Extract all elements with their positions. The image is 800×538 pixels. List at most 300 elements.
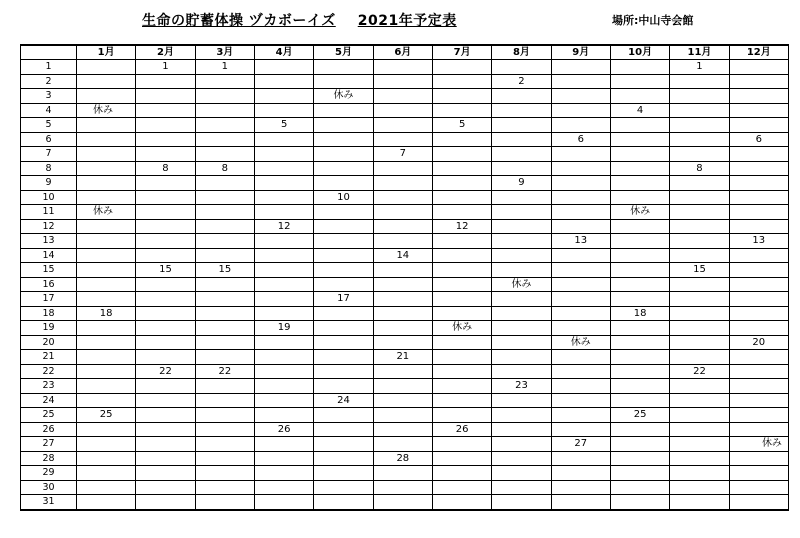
schedule-cell: [492, 364, 551, 379]
schedule-cell: [670, 132, 729, 147]
schedule-cell: [195, 118, 254, 133]
schedule-cell: [136, 422, 195, 437]
schedule-cell: [729, 408, 788, 423]
schedule-cell: [670, 89, 729, 104]
month-header: 2月: [136, 45, 195, 60]
schedule-cell: [314, 277, 373, 292]
schedule-cell: [551, 60, 610, 75]
schedule-cell: [136, 480, 195, 495]
schedule-cell: [729, 161, 788, 176]
schedule-cell: [610, 219, 669, 234]
schedule-cell: [492, 292, 551, 307]
schedule-cell: 25: [610, 408, 669, 423]
month-header: 11月: [670, 45, 729, 60]
schedule-cell: [254, 379, 313, 394]
schedule-cell: [314, 364, 373, 379]
schedule-cell: [432, 103, 491, 118]
day-number: 19: [21, 321, 77, 336]
schedule-cell: [195, 74, 254, 89]
schedule-cell: [610, 393, 669, 408]
day-number: 10: [21, 190, 77, 205]
schedule-cell: [551, 306, 610, 321]
schedule-cell: [492, 393, 551, 408]
schedule-cell: [195, 437, 254, 452]
schedule-cell: [136, 89, 195, 104]
schedule-cell: [729, 495, 788, 510]
schedule-cell: [492, 89, 551, 104]
schedule-cell: [492, 248, 551, 263]
table-row: [21, 364, 789, 379]
schedule-cell: [195, 292, 254, 307]
schedule-cell: [492, 60, 551, 75]
schedule-cell: [373, 364, 432, 379]
day-number: 30: [21, 480, 77, 495]
schedule-cell: [729, 379, 788, 394]
schedule-cell: [136, 466, 195, 481]
schedule-cell: [254, 437, 313, 452]
schedule-cell: [492, 263, 551, 278]
header-row: [21, 45, 789, 60]
schedule-cell: [729, 60, 788, 75]
schedule-cell: [729, 350, 788, 365]
schedule-cell: [254, 176, 313, 191]
schedule-cell: [670, 234, 729, 249]
schedule-cell: [314, 118, 373, 133]
schedule-cell: [136, 248, 195, 263]
schedule-cell: [492, 219, 551, 234]
schedule-cell: [373, 466, 432, 481]
schedule-cell: [77, 437, 136, 452]
schedule-cell: [729, 248, 788, 263]
schedule-cell: [314, 335, 373, 350]
table-row: [21, 60, 789, 75]
schedule-cell: [195, 422, 254, 437]
schedule-cell: [610, 364, 669, 379]
day-number: 15: [21, 263, 77, 278]
schedule-cell: 13: [729, 234, 788, 249]
schedule-cell: [610, 437, 669, 452]
schedule-cell: [373, 422, 432, 437]
schedule-cell: [254, 147, 313, 162]
schedule-cell: [610, 132, 669, 147]
table-row: [21, 248, 789, 263]
month-header: 1月: [77, 45, 136, 60]
schedule-cell: [314, 205, 373, 220]
day-number: 6: [21, 132, 77, 147]
schedule-cell: [670, 466, 729, 481]
schedule-cell: [77, 132, 136, 147]
schedule-cell: [610, 451, 669, 466]
schedule-cell: [77, 495, 136, 510]
schedule-cell: [670, 190, 729, 205]
schedule-cell: [195, 350, 254, 365]
schedule-cell: [254, 408, 313, 423]
schedule-cell: [492, 480, 551, 495]
schedule-cell: [254, 74, 313, 89]
schedule-cell: [670, 176, 729, 191]
table-row: [21, 466, 789, 481]
schedule-cell: [729, 89, 788, 104]
schedule-cell: [77, 248, 136, 263]
schedule-cell: 27: [551, 437, 610, 452]
schedule-cell: [254, 393, 313, 408]
schedule-cell: 8: [195, 161, 254, 176]
schedule-cell: [551, 118, 610, 133]
month-header: 9月: [551, 45, 610, 60]
schedule-cell: [670, 248, 729, 263]
schedule-cell: [136, 219, 195, 234]
schedule-cell: 24: [314, 393, 373, 408]
schedule-cell: [195, 234, 254, 249]
schedule-cell: [195, 219, 254, 234]
schedule-cell: [373, 379, 432, 394]
schedule-cell: [77, 350, 136, 365]
schedule-cell: [729, 263, 788, 278]
schedule-cell: [729, 74, 788, 89]
schedule-cell: [432, 277, 491, 292]
schedule-cell: [610, 60, 669, 75]
schedule-cell: [373, 118, 432, 133]
schedule-cell: [136, 277, 195, 292]
schedule-cell: [610, 190, 669, 205]
schedule-cell: [77, 364, 136, 379]
schedule-cell: [77, 234, 136, 249]
schedule-cell: [610, 379, 669, 394]
table-row: [21, 393, 789, 408]
title-main: 生命の貯蓄体操 ヅカボーイズ: [142, 13, 336, 29]
schedule-cell: [492, 422, 551, 437]
schedule-cell: [314, 176, 373, 191]
schedule-cell: 19: [254, 321, 313, 336]
schedule-cell: [314, 466, 373, 481]
schedule-cell: [254, 277, 313, 292]
schedule-cell: 8: [136, 161, 195, 176]
schedule-cell: 22: [195, 364, 254, 379]
table-row: [21, 350, 789, 365]
table-row: [21, 263, 789, 278]
schedule-cell: 15: [195, 263, 254, 278]
schedule-cell: [373, 480, 432, 495]
schedule-cell: [314, 219, 373, 234]
schedule-cell: [432, 132, 491, 147]
schedule-cell: [729, 451, 788, 466]
schedule-cell: [492, 466, 551, 481]
schedule-cell: [314, 422, 373, 437]
schedule-cell: 10: [314, 190, 373, 205]
schedule-cell: [670, 480, 729, 495]
month-header: 3月: [195, 45, 254, 60]
schedule-cell: [432, 147, 491, 162]
schedule-cell: [551, 161, 610, 176]
schedule-cell: [729, 422, 788, 437]
schedule-cell: [136, 147, 195, 162]
month-header: 8月: [492, 45, 551, 60]
schedule-cell: [432, 379, 491, 394]
schedule-cell: [195, 495, 254, 510]
schedule-cell: [314, 321, 373, 336]
schedule-cell: 休み: [610, 205, 669, 220]
schedule-cell: [610, 161, 669, 176]
schedule-cell: [254, 89, 313, 104]
schedule-cell: [136, 350, 195, 365]
day-number: 31: [21, 495, 77, 510]
schedule-cell: [373, 292, 432, 307]
schedule-cell: [492, 103, 551, 118]
schedule-cell: [136, 190, 195, 205]
schedule-cell: [610, 118, 669, 133]
schedule-cell: [670, 219, 729, 234]
schedule-cell: [195, 379, 254, 394]
schedule-cell: [77, 60, 136, 75]
header-corner: [21, 45, 77, 60]
day-number: 3: [21, 89, 77, 104]
schedule-cell: 17: [314, 292, 373, 307]
schedule-cell: 休み: [77, 103, 136, 118]
table-row: [21, 422, 789, 437]
schedule-cell: [254, 132, 313, 147]
schedule-cell: [373, 437, 432, 452]
schedule-cell: [77, 335, 136, 350]
schedule-cell: [729, 147, 788, 162]
day-number: 22: [21, 364, 77, 379]
schedule-cell: [136, 321, 195, 336]
schedule-cell: 12: [432, 219, 491, 234]
schedule-cell: [77, 277, 136, 292]
table-row: [21, 408, 789, 423]
schedule-cell: [432, 176, 491, 191]
schedule-cell: 12: [254, 219, 313, 234]
schedule-cell: 14: [373, 248, 432, 263]
schedule-cell: [551, 219, 610, 234]
schedule-cell: [670, 495, 729, 510]
schedule-cell: [492, 132, 551, 147]
schedule-cell: [136, 451, 195, 466]
table-row: [21, 74, 789, 89]
schedule-cell: [254, 480, 313, 495]
day-number: 26: [21, 422, 77, 437]
schedule-cell: [670, 437, 729, 452]
schedule-cell: [670, 451, 729, 466]
schedule-cell: [432, 263, 491, 278]
schedule-cell: [195, 132, 254, 147]
schedule-cell: 20: [729, 335, 788, 350]
schedule-cell: [195, 393, 254, 408]
schedule-cell: [551, 89, 610, 104]
schedule-cell: [314, 306, 373, 321]
schedule-cell: 5: [432, 118, 491, 133]
schedule-cell: [551, 248, 610, 263]
schedule-cell: [254, 263, 313, 278]
schedule-cell: [670, 379, 729, 394]
page-title: [142, 12, 457, 30]
table-row: [21, 161, 789, 176]
schedule-cell: [610, 466, 669, 481]
schedule-cell: [314, 132, 373, 147]
schedule-cell: [77, 161, 136, 176]
day-number: 12: [21, 219, 77, 234]
schedule-cell: [195, 89, 254, 104]
schedule-cell: 18: [610, 306, 669, 321]
schedule-cell: [77, 466, 136, 481]
schedule-cell: [314, 74, 373, 89]
schedule-cell: [729, 190, 788, 205]
schedule-cell: 6: [551, 132, 610, 147]
schedule-cell: [373, 277, 432, 292]
schedule-cell: 7: [373, 147, 432, 162]
schedule-cell: [195, 451, 254, 466]
schedule-cell: [551, 103, 610, 118]
schedule-cell: [254, 364, 313, 379]
table-row: [21, 321, 789, 336]
schedule-cell: [432, 466, 491, 481]
schedule-cell: 6: [729, 132, 788, 147]
day-number: 20: [21, 335, 77, 350]
schedule-cell: [77, 190, 136, 205]
table-row: [21, 234, 789, 249]
schedule-cell: [136, 495, 195, 510]
schedule-cell: 9: [492, 176, 551, 191]
schedule-cell: [432, 74, 491, 89]
schedule-cell: [195, 103, 254, 118]
month-header: 5月: [314, 45, 373, 60]
schedule-cell: [314, 161, 373, 176]
day-number: 2: [21, 74, 77, 89]
schedule-cell: [195, 147, 254, 162]
schedule-cell: [195, 176, 254, 191]
day-number: 14: [21, 248, 77, 263]
schedule-cell: 28: [373, 451, 432, 466]
schedule-cell: [195, 277, 254, 292]
schedule-cell: [195, 306, 254, 321]
schedule-cell: [136, 379, 195, 394]
schedule-cell: [432, 480, 491, 495]
schedule-cell: [729, 480, 788, 495]
schedule-cell: [254, 248, 313, 263]
day-number: 11: [21, 205, 77, 220]
schedule-cell: [373, 190, 432, 205]
venue-label: 場所:中山寺会館: [612, 14, 694, 27]
schedule-cell: 1: [670, 60, 729, 75]
schedule-cell: [610, 263, 669, 278]
schedule-cell: [729, 103, 788, 118]
schedule-cell: [373, 74, 432, 89]
schedule-cell: [373, 263, 432, 278]
schedule-cell: [373, 161, 432, 176]
schedule-cell: 休み: [551, 335, 610, 350]
schedule-cell: [77, 219, 136, 234]
schedule-cell: [551, 176, 610, 191]
schedule-cell: [610, 422, 669, 437]
schedule-cell: [610, 277, 669, 292]
schedule-cell: [551, 393, 610, 408]
day-number: 1: [21, 60, 77, 75]
schedule-cell: [254, 350, 313, 365]
schedule-cell: [373, 495, 432, 510]
schedule-cell: [254, 103, 313, 118]
schedule-cell: [254, 161, 313, 176]
schedule-cell: 15: [670, 263, 729, 278]
schedule-cell: 1: [195, 60, 254, 75]
schedule-cell: [729, 176, 788, 191]
schedule-cell: [551, 422, 610, 437]
day-number: 18: [21, 306, 77, 321]
schedule-cell: [373, 219, 432, 234]
month-header: 10月: [610, 45, 669, 60]
schedule-cell: [670, 277, 729, 292]
schedule-cell: [136, 103, 195, 118]
schedule-cell: [195, 335, 254, 350]
schedule-cell: [492, 190, 551, 205]
schedule-cell: [195, 466, 254, 481]
title-sub: 2021年予定表: [357, 13, 457, 29]
schedule-cell: [195, 190, 254, 205]
schedule-cell: [432, 495, 491, 510]
schedule-cell: [254, 335, 313, 350]
schedule-cell: [314, 147, 373, 162]
schedule-cell: [77, 176, 136, 191]
schedule-cell: [432, 408, 491, 423]
schedule-cell: [670, 147, 729, 162]
schedule-cell: 休み: [492, 277, 551, 292]
schedule-cell: [136, 292, 195, 307]
schedule-cell: [729, 219, 788, 234]
schedule-cell: [373, 408, 432, 423]
schedule-cell: [314, 263, 373, 278]
month-header: 7月: [432, 45, 491, 60]
schedule-cell: [314, 103, 373, 118]
schedule-cell: [136, 393, 195, 408]
schedule-cell: [373, 176, 432, 191]
schedule-cell: [136, 306, 195, 321]
day-number: 29: [21, 466, 77, 481]
table-row: [21, 495, 789, 510]
schedule-cell: [729, 393, 788, 408]
schedule-cell: [77, 393, 136, 408]
schedule-cell: [670, 306, 729, 321]
schedule-cell: [373, 89, 432, 104]
schedule-cell: [551, 451, 610, 466]
schedule-cell: [551, 480, 610, 495]
schedule-cell: [136, 234, 195, 249]
day-number: 4: [21, 103, 77, 118]
schedule-cell: [373, 393, 432, 408]
schedule-cell: [492, 335, 551, 350]
schedule-cell: 2: [492, 74, 551, 89]
schedule-cell: [610, 89, 669, 104]
schedule-cell: [314, 60, 373, 75]
schedule-cell: [551, 350, 610, 365]
day-number: 16: [21, 277, 77, 292]
schedule-cell: [195, 321, 254, 336]
schedule-cell: [551, 408, 610, 423]
schedule-cell: [373, 60, 432, 75]
day-number: 9: [21, 176, 77, 191]
schedule-cell: [551, 379, 610, 394]
schedule-cell: 5: [254, 118, 313, 133]
schedule-cell: [492, 451, 551, 466]
schedule-cell: [77, 118, 136, 133]
schedule-cell: [373, 103, 432, 118]
schedule-cell: [254, 292, 313, 307]
schedule-cell: [551, 147, 610, 162]
schedule-cell: [610, 495, 669, 510]
schedule-cell: [314, 495, 373, 510]
table-row: [21, 335, 789, 350]
schedule-cell: [670, 350, 729, 365]
schedule-cell: [373, 335, 432, 350]
schedule-cell: [136, 74, 195, 89]
schedule-cell: [373, 321, 432, 336]
